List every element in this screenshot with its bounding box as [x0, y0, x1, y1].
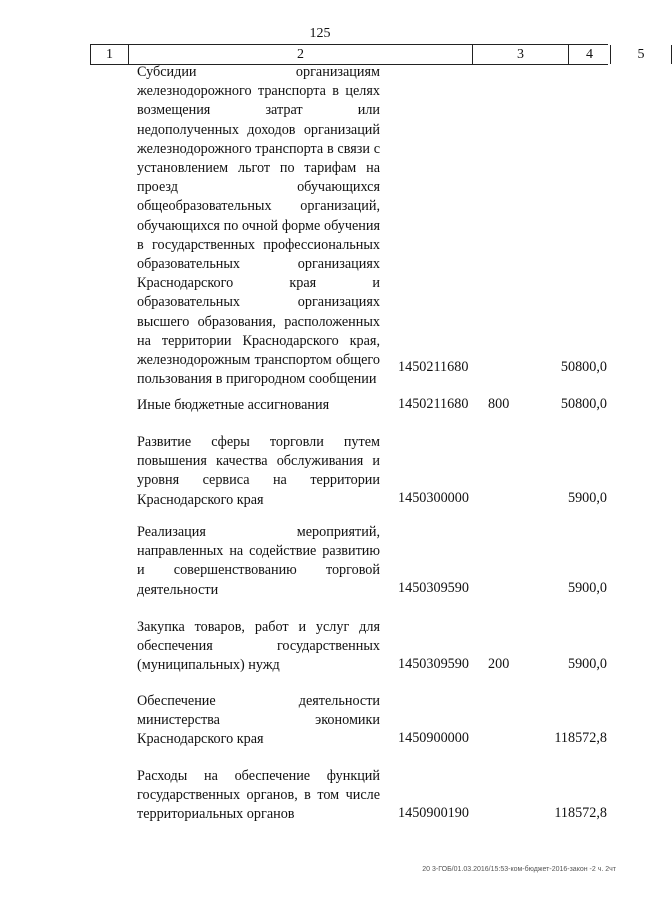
row-code: 1450900000	[398, 730, 469, 746]
row-description: Субсидии организациям железнодорожного транспорта в целях возмещения затрат или недополученных доходов организаций железнодорожного транспорта в связи с установлением льгот по тарифам на проезд обучающихся общеобразовательных организаций, обучающихся по очной форме обучения в государственных профессиональных образовательных организациях Краснодарского края и образовательных организациях высшего образования, расположенных на территории Краснодарского края, железнодорожным транспортом общего пользования в пригородном сообщении	[137, 64, 380, 388]
row-amount: 5900,0	[567, 580, 607, 596]
row-amount: 50800,0	[560, 396, 607, 412]
row-code: 1450211680	[398, 359, 469, 375]
row-amount: 50800,0	[560, 359, 607, 375]
row-code: 1450900190	[398, 805, 469, 821]
row-description: Развитие сферы торговли путем повышения качества обслуживания и уровня сервиса на территории Краснодарского края	[137, 434, 380, 508]
header-cell-3: 3	[472, 45, 568, 64]
header-cell-1: 1	[90, 45, 128, 64]
header-cell-5: 5	[610, 45, 672, 64]
row-description: Обеспечение деятельности министерства экономики Краснодарского края	[137, 693, 380, 748]
row-amount: 118572,8	[554, 805, 607, 821]
row-code: 1450211680	[398, 396, 469, 412]
row-expense-type: 200	[488, 656, 510, 672]
header-cell-2: 2	[128, 45, 472, 64]
row-amount: 118572,8	[554, 730, 607, 746]
row-code: 1450309590	[398, 656, 469, 672]
row-code: 1450300000	[398, 490, 469, 506]
footer-stamp: 20 3-ГОБ/01.03.2016/15:53-ком-бюджет-2016-закон -2 ч. 2чт	[422, 866, 616, 873]
page-number: 125	[309, 26, 331, 41]
table-header-row	[90, 44, 645, 65]
row-description: Иные бюджетные ассигнования	[137, 397, 330, 413]
row-amount: 5900,0	[567, 490, 607, 506]
row-amount: 5900,0	[567, 656, 607, 672]
header-cell-4: 4	[568, 45, 610, 64]
row-expense-type: 800	[488, 396, 510, 412]
row-description: Закупка товаров, работ и услуг для обеспечения государственных (муниципальных) нужд	[137, 619, 380, 674]
row-code: 1450309590	[398, 580, 469, 596]
row-description: Расходы на обеспечение функций государственных органов, в том числе территориальных органов	[137, 768, 380, 823]
row-description: Реализация мероприятий, направленных на содействие развитию и совершенствованию торговой деятельности	[137, 524, 380, 598]
